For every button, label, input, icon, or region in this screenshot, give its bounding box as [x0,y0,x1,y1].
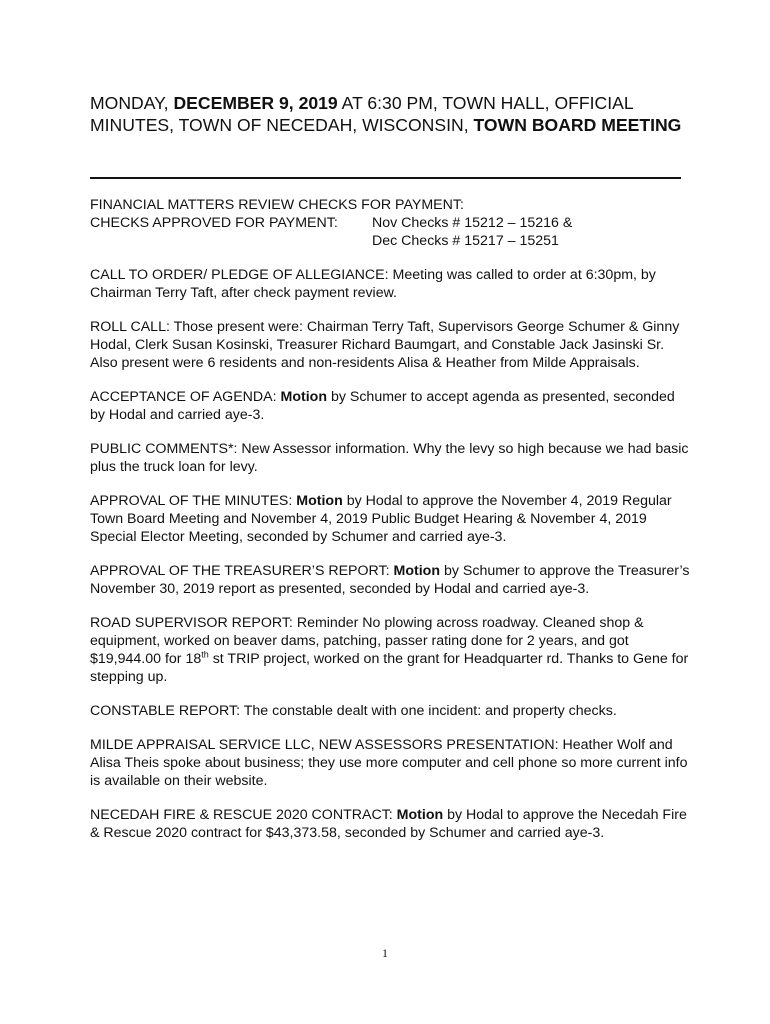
fire-motion: Motion [396,807,444,823]
minutes-heading: APPROVAL OF THE MINUTES: [90,493,297,509]
road-superscript: th [201,649,209,660]
title-meeting: TOWN BOARD MEETING [473,115,682,135]
agenda-heading: ACCEPTANCE OF AGENDA: [90,389,281,405]
constable-report: CONSTABLE REPORT: The constable dealt with one incident: and property checks. [90,703,617,719]
treasurer-heading: APPROVAL OF THE TREASURER’S REPORT: [90,563,394,579]
minutes-motion: Motion [296,493,343,509]
minutes-body [90,196,690,858]
document-title [90,92,690,136]
road-text-1: ROAD SUPERVISOR REPORT: Reminder No plowing across roadway. Cleaned shop & equipment, worked on beaver dams, patching, passer rating done for 2 years, and got $19,944.00 for 18 [90,615,644,667]
fire-heading: NECEDAH FIRE & RESCUE 2020 CONTRACT: [90,807,397,823]
title-part-3: AT 6:30 PM, TOWN HALL, OFFICIAL MINUTES, TOWN OF NECEDAH, WISCONSIN, [90,93,633,135]
treasurer-text: by Schumer to approve the Treasurer’s November 30, 2019 report as presented, seconded by Hodal and carried aye-3. [90,563,690,597]
minutes-text: by Hodal to approve the November 4, 2019 Regular Town Board Meeting and November 4, 2019 Public Budget Hearing & November 4, 2019 Special Elector Meeting, seconded by Schumer and carried aye-3. [90,493,672,545]
public-comments: PUBLIC COMMENTS*: New Assessor information. Why the levy so high because we had basic plus the truck loan for levy. [90,441,689,475]
agenda-text: by Schumer to accept agenda as presented, seconded by Hodal and carried aye-3. [90,389,675,423]
checks-label: CHECKS APPROVED FOR PAYMENT: [90,215,338,231]
roll-call: ROLL CALL: Those present were: Chairman Terry Taft, Supervisors George Schumer & Ginny Hodal, Clerk Susan Kosinski, Treasurer Richard Baumgart, and Constable Jack Jasinski Sr. Also present were 6 residents and non-residents Alisa & Heather from Milde Appraisals. [90,319,680,371]
agenda-motion: Motion [280,389,327,405]
call-to-order: CALL TO ORDER/ PLEDGE OF ALLEGIANCE: Meeting was called to order at 6:30pm, by Chairman Terry Taft, after check payment review. [90,267,656,301]
road-supervisor-report [90,614,690,686]
treasurer-report [90,562,690,598]
approval-of-minutes [90,492,690,546]
acceptance-of-agenda [90,388,690,424]
financial-section [90,196,690,250]
financial-heading: FINANCIAL MATTERS REVIEW CHECKS FOR PAYMENT: [90,197,464,213]
treasurer-motion: Motion [393,563,441,579]
nov-checks: Nov Checks # 15212 – 15216 & [372,215,573,231]
page-number: 1 [382,946,388,960]
road-text-2: st TRIP project, worked on the grant for Headquarter rd. Thanks to Gene for stepping up. [90,651,689,685]
dec-checks: Dec Checks # 15217 – 15251 [372,233,559,249]
checks-row [90,214,690,232]
fire-text: by Hodal to approve the Necedah Fire & Rescue 2020 contract for $43,373.58, seconded by Schumer and carried aye-3. [90,807,687,841]
title-divider [90,177,681,179]
fire-rescue-contract [90,806,690,842]
title-date: DECEMBER 9, 2019 [173,93,338,113]
milde-appraisal: MILDE APPRAISAL SERVICE LLC, NEW ASSESSORS PRESENTATION: Heather Wolf and Alisa Theis spoke about business; they use more computer and cell phone so more current info is available on their website. [90,737,688,789]
title-part-1: MONDAY, [90,93,174,113]
